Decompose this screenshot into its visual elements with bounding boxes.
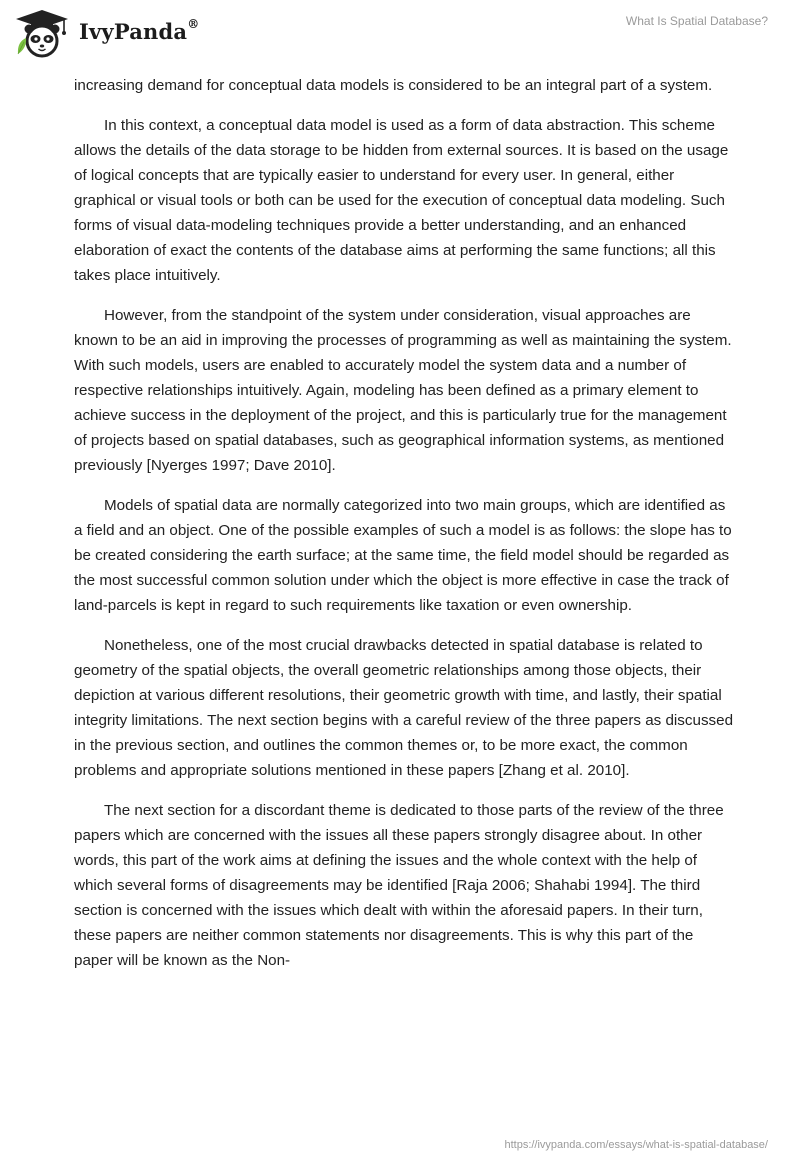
essay-body bbox=[74, 73, 734, 988]
ivypanda-logo-icon bbox=[14, 8, 74, 58]
paragraph-5: Nonetheless, one of the most crucial drawbacks detected in spatial database is related to geometry of the spatial objects, the overall geometric relationships among those objects, their depiction at various different resolutions, their geometric growth with time, and lastly, their spatial integrity limitations. The next section begins with a careful review of the three papers as discussed in the previous section, and outlines the common themes or, to be more exact, the common problems and appropriate solutions mentioned in these papers [Zhang et al. 2010]. bbox=[74, 637, 734, 779]
brand-name[interactable] bbox=[79, 19, 199, 44]
paragraph-1: increasing demand for conceptual data models is considered to be an integral part of a system. bbox=[74, 77, 713, 94]
document-title: What Is Spatial Database? bbox=[625, 14, 768, 28]
paragraph-6: The next section for a discordant theme is dedicated to those parts of the review of the three papers which are concerned with the issues all these papers strongly disagree about. In other words, this part of the work aims at defining the issues and the whole context with the help of which several forms of disagreements may be identified [Raja 2006; Shahabi 1994]. The third section is concerned with the issues which dealt with within the aforesaid papers. In their turn, these papers are neither common statements nor disagreements. This is why this part of the paper will be known as the Non- bbox=[74, 802, 724, 969]
paragraph-3: However, from the standpoint of the system under consideration, visual approaches are known to be an aid in improving the processes of programming as well as maintaining the system. With such models, users are enabled to accurately model the system data and a number of respective relationships intuitively. Again, modeling has been defined as a primary element to achieve success in the deployment of the project, and this is particularly true for the management of projects based on spatial databases, such as geographical information systems, as mentioned previously [Nyerges 1997; Dave 2010]. bbox=[74, 307, 732, 474]
paragraph-4: Models of spatial data are normally categorized into two main groups, which are identified as a field and an object. One of the possible examples of such a model is as follows: the slope has to be created considering the earth surface; at the same time, the field model should be regarded as the most successful common solution under which the object is more effective in case the track of land-parcels is kept in regard to such requirements like taxation or even ownership. bbox=[74, 497, 732, 614]
registered-mark: ® bbox=[187, 17, 200, 31]
source-url[interactable]: https://ivypanda.com/essays/what-is-spatial-database/ bbox=[504, 1139, 768, 1151]
brand-name-text: IvyPanda bbox=[79, 19, 188, 44]
paragraph-2: In this context, a conceptual data model is used as a form of data abstraction. This scheme allows the details of the data storage to be hidden from external sources. It is based on the usage of logical concepts that are typically easier to understand for every user. In general, either graphical or visual tools or both can be used for the execution of conceptual data modeling. Such forms of visual data-modeling techniques provide a better understanding, and an enhanced elaboration of exact the contents of the database aims at performing the same functions; all this takes place intuitively. bbox=[74, 117, 729, 284]
page-header bbox=[0, 0, 800, 64]
